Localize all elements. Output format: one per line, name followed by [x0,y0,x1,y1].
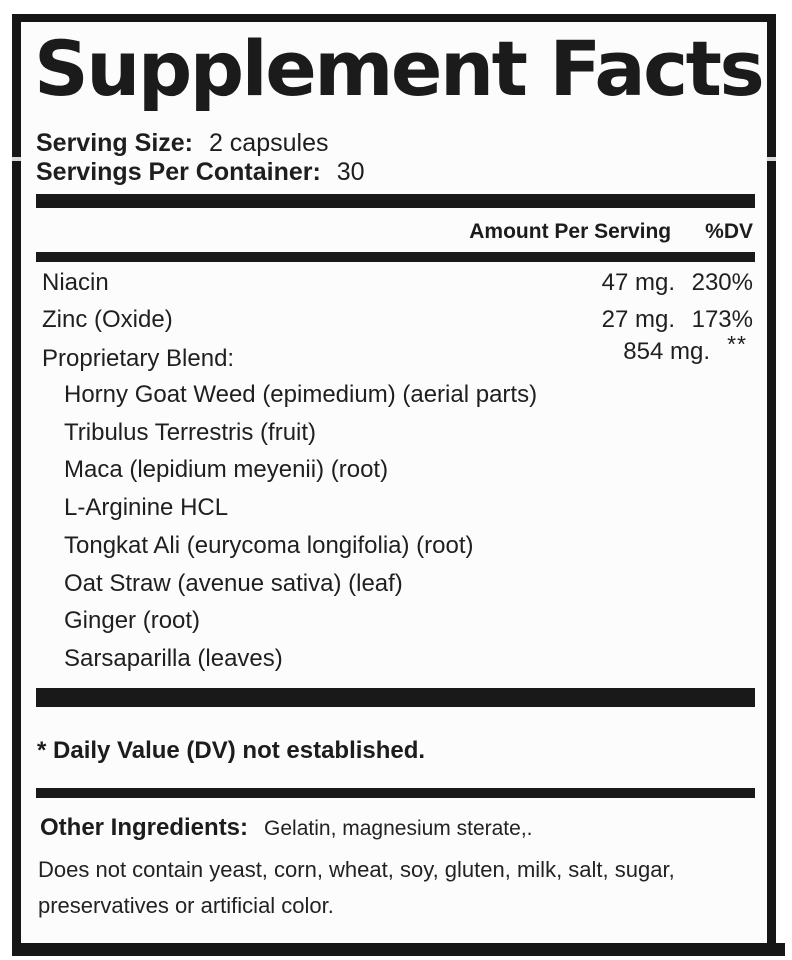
page-title: Supplement Facts [34,24,763,113]
servings-per-container-label: Servings Per Container: [36,158,321,186]
disclaimer-line: preservatives or artificial color. [38,893,334,918]
nutrient-name: Zinc (Oxide) [42,306,173,333]
amount-per-serving-header: Amount Per Serving [469,220,672,243]
other-ingredients-line [40,814,752,842]
frame-border-left [12,14,21,943]
table-row [36,306,755,340]
daily-value-footnote: * Daily Value (DV) not established. [37,737,426,764]
divider-under-footnote [36,788,755,798]
blend-ingredient-list [64,376,744,678]
divider-thick-top [36,194,755,208]
nutrient-amount: 854 mg. [623,338,710,365]
servings-per-container-line [36,158,365,186]
table-column-header [36,220,753,248]
table-row [36,331,755,372]
list-item: Horny Goat Weed (epimedium) (aerial parts) [64,381,538,408]
list-item: Tongkat Ali (eurycoma longifolia) (root) [64,531,474,559]
divider-under-header [36,252,755,262]
other-ingredients-label: Other Ingredients: [40,814,249,841]
list-item: L-Arginine HCL [64,494,229,522]
nutrient-name: Proprietary Blend: [42,345,235,372]
list-item: Ginger (root) [64,607,201,635]
nutrient-name: Niacin [42,269,109,296]
list-item: Sarsaparilla (leaves) [64,644,283,672]
nutrient-dv: 230% [691,269,753,296]
nutrient-dv: ** [727,331,747,357]
servings-per-container-value: 30 [336,158,365,186]
list-item: Tribulus Terrestris (fruit) [64,418,317,446]
dv-header: %DV [705,220,753,243]
table-row [36,269,755,303]
frame-border-top [12,14,776,22]
divider-thick-under-list [36,688,755,707]
nutrient-amount: 27 mg. [601,306,675,333]
serving-size-value: 2 capsules [208,129,329,157]
border-seam-right [767,157,776,161]
other-ingredients-value: Gelatin, magnesium sterate,. [264,817,533,840]
frame-border-bottom [12,943,785,956]
serving-size-label: Serving Size: [36,129,193,157]
list-item: Maca (lepidium meyenii) (root) [64,456,389,484]
list-item: Oat Straw (avenue sativa) (leaf) [64,569,403,597]
disclaimer-line: Does not contain yeast, corn, wheat, soy, gluten, milk, salt, sugar, [38,857,675,882]
nutrient-amount: 47 mg. [601,269,675,296]
serving-size-line [36,129,328,157]
border-seam-left [12,157,21,161]
frame-border-right [767,14,776,943]
nutrient-dv: 173% [691,306,753,333]
